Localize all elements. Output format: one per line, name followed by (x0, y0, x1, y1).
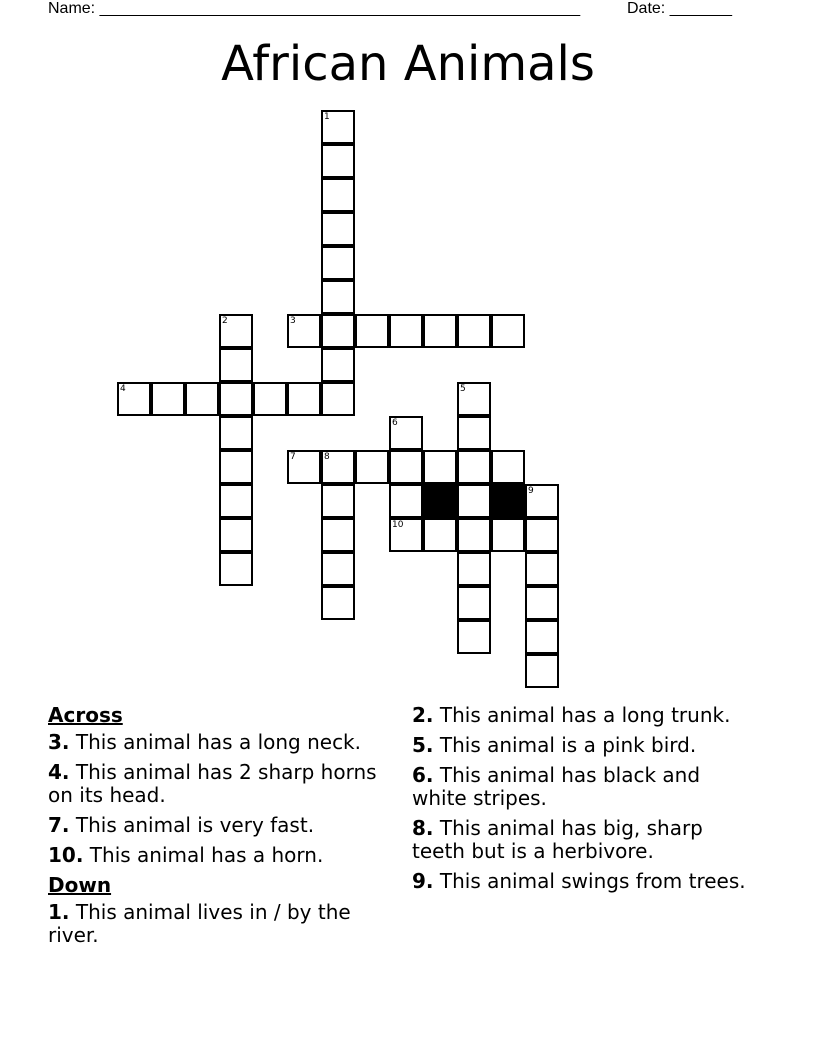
grid-cell[interactable] (117, 382, 151, 416)
grid-cell[interactable] (389, 416, 423, 450)
grid-cell[interactable] (321, 552, 355, 586)
grid-cell[interactable] (219, 518, 253, 552)
grid-cell[interactable] (219, 348, 253, 382)
clue-text: This animal has 2 sharp horns on its head. (48, 760, 377, 807)
clue-text: This animal has a long trunk. (433, 703, 731, 727)
grid-cell[interactable] (457, 416, 491, 450)
cell-number: 1 (324, 112, 330, 122)
clues-left-column (48, 704, 398, 954)
grid-cell[interactable] (219, 416, 253, 450)
grid-cell[interactable] (457, 620, 491, 654)
across-clue (48, 814, 398, 837)
grid-cell[interactable] (321, 246, 355, 280)
grid-cell[interactable] (321, 382, 355, 416)
grid-cell[interactable] (457, 450, 491, 484)
across-clue (48, 731, 398, 754)
grid-cell[interactable] (321, 280, 355, 314)
grid-cell[interactable] (219, 382, 253, 416)
clue-text: This animal has a long neck. (69, 730, 361, 754)
grid-cell[interactable] (321, 586, 355, 620)
grid-cell[interactable] (457, 484, 491, 518)
grid-cell[interactable] (219, 552, 253, 586)
down-clue (412, 704, 752, 727)
grid-cell[interactable] (287, 382, 321, 416)
down-clue (412, 734, 752, 757)
clue-number: 4. (48, 760, 70, 784)
clue-text: This animal has a horn. (83, 843, 324, 867)
grid-cell[interactable] (525, 552, 559, 586)
grid-cell[interactable] (355, 450, 389, 484)
clue-text: This animal has big, sharp teeth but is a herbivore. (412, 816, 703, 863)
name-field: Name: ______________________________________________________ (48, 0, 581, 17)
across-heading: Across (48, 703, 123, 727)
cell-number: 5 (460, 384, 466, 394)
down-clue (412, 764, 752, 810)
clue-number: 1. (48, 900, 70, 924)
cell-number: 9 (528, 486, 534, 496)
grid-cell[interactable] (423, 314, 457, 348)
grid-cell[interactable] (491, 314, 525, 348)
clue-number: 10. (48, 843, 84, 867)
grid-cell[interactable] (525, 484, 559, 518)
grid-cell[interactable] (287, 450, 321, 484)
cell-number: 4 (120, 384, 126, 394)
grid-cell[interactable] (525, 518, 559, 552)
cell-number: 6 (392, 418, 398, 428)
grid-cell[interactable] (185, 382, 219, 416)
grid-cell[interactable] (457, 382, 491, 416)
grid-cell[interactable] (219, 450, 253, 484)
grid-cell[interactable] (423, 450, 457, 484)
down-clue (412, 817, 752, 863)
grid-cell[interactable] (423, 518, 457, 552)
grid-cell[interactable] (219, 484, 253, 518)
down-clue (412, 870, 752, 893)
grid-cell[interactable] (253, 382, 287, 416)
grid-cell[interactable] (525, 586, 559, 620)
down-heading: Down (48, 873, 112, 897)
puzzle-title: African Animals (221, 36, 595, 92)
grid-cell[interactable] (389, 484, 423, 518)
grid-cell[interactable] (457, 518, 491, 552)
clues-right-column (412, 704, 752, 900)
cell-number: 2 (222, 316, 228, 326)
grid-cell[interactable] (321, 518, 355, 552)
clue-number: 2. (412, 703, 434, 727)
grid-cell[interactable] (321, 450, 355, 484)
clue-text: This animal is very fast. (69, 813, 315, 837)
cell-number: 3 (290, 316, 296, 326)
clue-number: 6. (412, 763, 434, 787)
cell-number: 8 (324, 452, 330, 462)
down-clue (48, 901, 398, 947)
grid-black-cell (491, 484, 525, 518)
grid-cell[interactable] (321, 484, 355, 518)
grid-cell[interactable] (525, 654, 559, 688)
clue-number: 5. (412, 733, 434, 757)
grid-cell[interactable] (219, 314, 253, 348)
grid-cell[interactable] (457, 552, 491, 586)
grid-cell[interactable] (491, 518, 525, 552)
grid-cell[interactable] (321, 212, 355, 246)
clue-text: This animal is a pink bird. (433, 733, 697, 757)
clue-number: 9. (412, 869, 434, 893)
grid-cell[interactable] (389, 314, 423, 348)
grid-cell[interactable] (491, 450, 525, 484)
grid-cell[interactable] (321, 348, 355, 382)
cell-number: 7 (290, 452, 296, 462)
grid-cell[interactable] (321, 178, 355, 212)
clue-number: 3. (48, 730, 70, 754)
grid-cell[interactable] (321, 314, 355, 348)
grid-cell[interactable] (389, 518, 423, 552)
clue-text: This animal has black and white stripes. (412, 763, 701, 810)
clue-text: This animal lives in / by the river. (48, 900, 351, 947)
clue-number: 7. (48, 813, 70, 837)
date-field: Date: _______ (627, 0, 732, 17)
grid-cell[interactable] (457, 586, 491, 620)
grid-cell[interactable] (151, 382, 185, 416)
grid-black-cell (423, 484, 457, 518)
grid-cell[interactable] (457, 314, 491, 348)
grid-cell[interactable] (525, 620, 559, 654)
across-clue (48, 844, 398, 867)
across-clue (48, 761, 398, 807)
grid-cell[interactable] (355, 314, 389, 348)
cell-number: 10 (392, 520, 404, 530)
clue-number: 8. (412, 816, 434, 840)
grid-cell[interactable] (321, 144, 355, 178)
clue-text: This animal swings from trees. (433, 869, 746, 893)
grid-cell[interactable] (287, 314, 321, 348)
grid-cell[interactable] (389, 450, 423, 484)
grid-cell[interactable] (321, 110, 355, 144)
